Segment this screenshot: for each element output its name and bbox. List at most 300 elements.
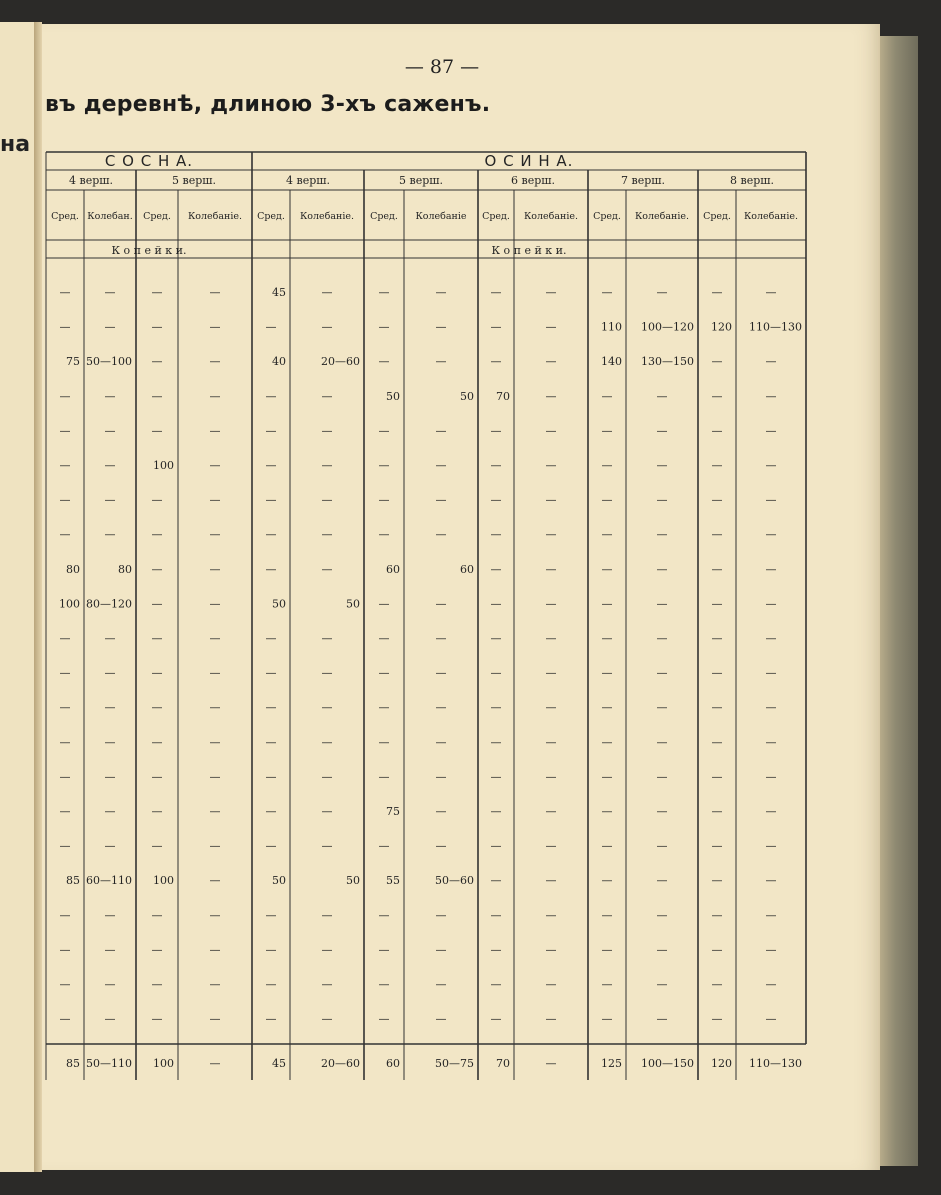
table-cell: —	[104, 943, 116, 957]
table-cell: —	[104, 459, 116, 472]
table-cell: —	[656, 805, 668, 818]
table-cell: 100	[153, 459, 174, 472]
table-cell: —	[265, 805, 277, 818]
table-cell: —	[435, 355, 447, 369]
table-cell: —	[545, 908, 557, 922]
table-cell: —	[151, 562, 163, 576]
table-cell: —	[209, 735, 221, 749]
table-cell: —	[656, 597, 668, 611]
table-cell: —	[209, 562, 221, 576]
table-cell: —	[656, 735, 668, 749]
table-cell: —	[104, 805, 116, 818]
totals-cell: 110—130	[749, 1057, 802, 1070]
table-cell: —	[151, 355, 163, 369]
table-cell: —	[711, 562, 723, 576]
table-cell: —	[321, 978, 333, 991]
table-cell: —	[59, 424, 71, 438]
table-cell: —	[545, 597, 557, 611]
table-cell: —	[435, 978, 447, 991]
table-cell: —	[656, 424, 668, 438]
table-cell: 60	[460, 562, 474, 576]
table-cell: —	[104, 839, 116, 853]
table-cell: —	[209, 1012, 221, 1026]
table-cell: —	[601, 770, 613, 784]
table-cell: 45	[272, 286, 286, 299]
table-cell: —	[59, 286, 71, 299]
table-cell: —	[601, 1012, 613, 1026]
table-cell: —	[378, 908, 390, 922]
table-cell: —	[765, 978, 777, 991]
table-cell: —	[209, 908, 221, 922]
table-cell: —	[765, 943, 777, 957]
table-cell: —	[490, 805, 502, 818]
table-cell: —	[321, 389, 333, 403]
table-cell: —	[151, 528, 163, 542]
table-cell: —	[59, 1012, 71, 1026]
table-cell: —	[209, 286, 221, 299]
table-cell: 75	[386, 805, 400, 818]
table-cell: —	[435, 701, 447, 715]
table-cell: —	[378, 286, 390, 299]
table-cell: —	[321, 562, 333, 576]
table-cell: —	[656, 493, 668, 507]
totals-cell: 125	[601, 1057, 622, 1070]
table-cell: 50—60	[435, 874, 474, 888]
table-cell: —	[209, 528, 221, 542]
table-cell: —	[435, 320, 447, 334]
table-cell: —	[601, 908, 613, 922]
table-cell: —	[711, 805, 723, 818]
table-cell: —	[490, 355, 502, 369]
table-cell: 50	[272, 874, 286, 888]
table-cell: —	[490, 874, 502, 888]
table-cell: —	[545, 874, 557, 888]
table-cell: —	[378, 424, 390, 438]
table-cell: —	[711, 770, 723, 784]
table-cell: —	[59, 805, 71, 818]
totals-cell: 85	[66, 1057, 80, 1070]
table-cell: 75	[66, 355, 80, 369]
table-cell: 55	[386, 874, 400, 888]
table-cell: —	[765, 1012, 777, 1026]
table-cell: —	[601, 632, 613, 645]
table-cell: 50	[272, 597, 286, 611]
table-cell: —	[104, 493, 116, 507]
table-cell: —	[321, 493, 333, 507]
table-cell: —	[601, 874, 613, 888]
table-cell: —	[265, 735, 277, 749]
table-cell: —	[490, 632, 502, 645]
left-page-heading-fragment: на	[0, 132, 31, 157]
table-cell: —	[59, 908, 71, 922]
table-cell: —	[711, 908, 723, 922]
table-cell: —	[765, 286, 777, 299]
table-cell: —	[321, 701, 333, 715]
table-cell: —	[209, 597, 221, 611]
table-cell: —	[711, 1012, 723, 1026]
table-cell: —	[711, 943, 723, 957]
table-cell: —	[209, 355, 221, 369]
column-header: Сред.	[593, 211, 621, 222]
table-cell: —	[265, 459, 277, 472]
table-cell: —	[601, 389, 613, 403]
totals-cell: —	[545, 1057, 557, 1070]
table-cell: —	[321, 805, 333, 818]
table-cell: —	[545, 424, 557, 438]
table-cell: —	[545, 528, 557, 542]
table-cell: —	[435, 597, 447, 611]
table-cell: —	[490, 735, 502, 749]
subgroup-header: 5 верш.	[399, 174, 443, 187]
table-cell: —	[656, 908, 668, 922]
units-label: К о п е й к и.	[111, 244, 187, 257]
table-cell: —	[104, 735, 116, 749]
table-cell: —	[209, 632, 221, 645]
table-cell: —	[104, 770, 116, 784]
table-cell: —	[765, 597, 777, 611]
table-cell: —	[765, 528, 777, 542]
table-cell: —	[435, 805, 447, 818]
table-cell: —	[545, 459, 557, 472]
table-cell: —	[104, 1012, 116, 1026]
table-cell: —	[378, 978, 390, 991]
table-cell: —	[209, 459, 221, 472]
table-cell: —	[378, 355, 390, 369]
totals-cell: 70	[496, 1057, 510, 1070]
table-cell: —	[265, 839, 277, 853]
table-cell: —	[656, 701, 668, 715]
table-cell: —	[59, 735, 71, 749]
table-cell: —	[545, 735, 557, 749]
table-cell: 80	[118, 562, 132, 576]
table-cell: —	[209, 666, 221, 680]
table-cell: —	[59, 320, 71, 334]
table-cell: —	[711, 459, 723, 472]
table-cell: —	[601, 597, 613, 611]
table-cell: —	[656, 459, 668, 472]
table-cell: —	[601, 701, 613, 715]
table-cell: —	[711, 424, 723, 438]
table-cell: —	[601, 528, 613, 542]
table-cell: —	[265, 493, 277, 507]
column-header: Сред.	[703, 211, 731, 222]
table-cell: —	[765, 424, 777, 438]
table-cell: —	[265, 978, 277, 991]
table-cell: —	[765, 839, 777, 853]
table-cell: —	[151, 666, 163, 680]
table-cell: 50	[346, 597, 360, 611]
table-cell: —	[765, 355, 777, 369]
table-cell: —	[656, 978, 668, 991]
table-cell: —	[601, 666, 613, 680]
table-cell: —	[151, 286, 163, 299]
table-cell: —	[209, 320, 221, 334]
table-cell: —	[265, 943, 277, 957]
table-cell: —	[601, 805, 613, 818]
table-cell: —	[321, 320, 333, 334]
table-cell: —	[656, 389, 668, 403]
table-cell: —	[435, 735, 447, 749]
subgroup-header: 6 верш.	[511, 174, 555, 187]
table-cell: —	[59, 666, 71, 680]
table-cell: —	[490, 666, 502, 680]
column-header: Сред.	[370, 211, 398, 222]
table-cell: —	[151, 908, 163, 922]
table-cell: —	[265, 701, 277, 715]
table-cell: —	[765, 874, 777, 888]
table-cell: —	[601, 943, 613, 957]
table-cell: —	[711, 286, 723, 299]
table-cell: —	[378, 597, 390, 611]
table-cell: 40	[272, 355, 286, 369]
table-cell: —	[59, 943, 71, 957]
table-cell: —	[378, 839, 390, 853]
table-cell: —	[601, 978, 613, 991]
table-cell: —	[151, 978, 163, 991]
table-cell: —	[378, 701, 390, 715]
table-cell: —	[321, 1012, 333, 1026]
table-cell: —	[711, 839, 723, 853]
table-cell: —	[656, 632, 668, 645]
table-cell: —	[490, 839, 502, 853]
totals-cell: 45	[272, 1057, 286, 1070]
table-cell: —	[656, 1012, 668, 1026]
table-cell: —	[104, 320, 116, 334]
column-header: Сред.	[482, 211, 510, 222]
table-cell: —	[321, 632, 333, 645]
column-header: Колебаніе.	[743, 211, 799, 222]
table-cell: —	[490, 908, 502, 922]
table-cell: —	[601, 424, 613, 438]
table-cell: —	[378, 459, 390, 472]
table-cell: —	[711, 389, 723, 403]
table-cell: —	[378, 1012, 390, 1026]
table-cell: —	[490, 1012, 502, 1026]
subgroup-header: 7 верш.	[621, 174, 665, 187]
table-cell: —	[265, 770, 277, 784]
table-cell: —	[59, 528, 71, 542]
table-cell: —	[601, 286, 613, 299]
column-header: Колебан.	[87, 211, 133, 222]
table-cell: —	[378, 528, 390, 542]
table-cell: —	[656, 874, 668, 888]
table-cell: —	[435, 908, 447, 922]
column-header: Сред.	[143, 211, 171, 222]
subgroup-header: 5 верш.	[172, 174, 216, 187]
table-cell: —	[601, 562, 613, 576]
totals-cell: 50—110	[86, 1057, 132, 1070]
column-header: Колебаніе.	[523, 211, 579, 222]
table-cell: —	[59, 389, 71, 403]
table-cell: —	[435, 770, 447, 784]
table-cell: —	[321, 735, 333, 749]
table-cell: —	[765, 735, 777, 749]
table-cell: —	[209, 493, 221, 507]
table-cell: —	[490, 562, 502, 576]
table-cell: —	[265, 632, 277, 645]
table-cell: —	[265, 666, 277, 680]
table-cell: —	[435, 943, 447, 957]
table-cell: —	[104, 286, 116, 299]
table-cell: —	[765, 770, 777, 784]
table-cell: —	[711, 701, 723, 715]
table-cell: —	[601, 735, 613, 749]
table-cell: —	[378, 735, 390, 749]
table-cell: 50—100	[86, 355, 132, 369]
table-cell: —	[321, 528, 333, 542]
table-cell: 80—120	[86, 597, 132, 611]
table-cell: —	[265, 908, 277, 922]
table-cell: —	[765, 666, 777, 680]
table-cell: —	[656, 286, 668, 299]
table-cell: —	[151, 735, 163, 749]
table-cell: —	[490, 701, 502, 715]
table-cell: —	[378, 943, 390, 957]
table-cell: —	[656, 943, 668, 957]
table-cell: —	[765, 805, 777, 818]
table-cell: 110—130	[749, 320, 802, 334]
totals-cell: 50—75	[435, 1057, 474, 1070]
group-header-aspen: О С И Н А.	[484, 152, 574, 170]
column-header: Колебаніе.	[187, 211, 243, 222]
table-cell: —	[378, 493, 390, 507]
table-cell: —	[765, 493, 777, 507]
units-label: К о п е й к и.	[491, 244, 567, 257]
table-cell: —	[321, 666, 333, 680]
table-cell: 80	[66, 562, 80, 576]
totals-cell: 120	[711, 1057, 732, 1070]
table-cell: —	[151, 943, 163, 957]
table-cell: —	[545, 562, 557, 576]
table-cell: —	[545, 666, 557, 680]
table-cell: —	[490, 943, 502, 957]
table-cell: 70	[496, 389, 510, 403]
table-cell: —	[151, 1012, 163, 1026]
table-cell: —	[321, 943, 333, 957]
page-number: — 87 —	[404, 56, 480, 78]
table-cell: —	[435, 459, 447, 472]
table-cell: —	[765, 701, 777, 715]
table-cell: 100	[153, 874, 174, 888]
table-cell: —	[490, 493, 502, 507]
table-cell: —	[656, 770, 668, 784]
table-cell: —	[545, 701, 557, 715]
table-cell: —	[656, 839, 668, 853]
table-cell: —	[151, 320, 163, 334]
table-cell: —	[711, 632, 723, 645]
table-cell: —	[151, 597, 163, 611]
table-cell: —	[711, 978, 723, 991]
table-cell: —	[545, 839, 557, 853]
table-cell: —	[490, 528, 502, 542]
table-cell: —	[490, 424, 502, 438]
table-cell: —	[321, 459, 333, 472]
table-cell: —	[378, 320, 390, 334]
table-cell: —	[435, 493, 447, 507]
table-cell: —	[59, 839, 71, 853]
table-cell: 140	[601, 355, 622, 369]
table-cell: —	[765, 562, 777, 576]
table-cell: —	[711, 874, 723, 888]
table-cell: 85	[66, 874, 80, 888]
table-cell: —	[435, 666, 447, 680]
totals-cell: 60	[386, 1057, 400, 1070]
table-cell: —	[545, 632, 557, 645]
table-cell: —	[209, 943, 221, 957]
column-header: Колебаніе	[415, 211, 467, 222]
table-cell: 60	[386, 562, 400, 576]
table-cell: —	[59, 770, 71, 784]
table-cell: —	[435, 1012, 447, 1026]
table-cell: —	[711, 666, 723, 680]
column-header: Колебаніе.	[299, 211, 355, 222]
table-cell: 130—150	[641, 355, 694, 369]
table-cell: —	[545, 286, 557, 299]
table-cell: —	[59, 978, 71, 991]
column-header: Колебаніе.	[634, 211, 690, 222]
table-cell: 50	[460, 389, 474, 403]
table-cell: —	[265, 320, 277, 334]
table-cell: —	[711, 735, 723, 749]
table-cell: —	[378, 770, 390, 784]
table-cell: —	[765, 389, 777, 403]
table-cell: —	[104, 978, 116, 991]
table-cell: —	[490, 459, 502, 472]
table-cell: —	[104, 666, 116, 680]
table-cell: 100	[59, 597, 80, 611]
group-header-pine: С О С Н А.	[104, 152, 194, 170]
table-cell: —	[209, 389, 221, 403]
table-cell: —	[321, 839, 333, 853]
totals-cell: —	[209, 1057, 221, 1070]
table-cell: —	[59, 459, 71, 472]
table-cell: —	[265, 389, 277, 403]
subgroup-header: 8 верш.	[730, 174, 774, 187]
table-cell: 50	[346, 874, 360, 888]
table-cell: —	[490, 320, 502, 334]
totals-cell: 100—150	[641, 1057, 694, 1070]
table-cell: 60—110	[86, 874, 132, 888]
table-cell: —	[265, 424, 277, 438]
table-cell: —	[151, 770, 163, 784]
table-cell: —	[490, 978, 502, 991]
table-cell: —	[209, 978, 221, 991]
table-cell: —	[656, 562, 668, 576]
table-cell: —	[59, 701, 71, 715]
table-cell: —	[601, 493, 613, 507]
table-cell: —	[435, 286, 447, 299]
table-cell: —	[151, 493, 163, 507]
table-cell: —	[209, 770, 221, 784]
page-heading: въ деревнѣ, длиною 3-хъ саженъ.	[45, 92, 491, 117]
table-cell: —	[104, 389, 116, 403]
table-cell: —	[59, 493, 71, 507]
table-cell: 110	[601, 320, 622, 334]
table-cell: —	[59, 632, 71, 645]
table-cell: —	[209, 701, 221, 715]
table-cell: —	[545, 355, 557, 369]
table-cell: —	[265, 562, 277, 576]
totals-cell: 100	[153, 1057, 174, 1070]
table-cell: —	[151, 839, 163, 853]
table-cell: —	[321, 770, 333, 784]
table-cell: —	[711, 528, 723, 542]
table-cell: —	[656, 528, 668, 542]
table-cell: —	[711, 355, 723, 369]
table-cell: —	[151, 424, 163, 438]
subgroup-header: 4 верш.	[69, 174, 113, 187]
table-cell: —	[151, 632, 163, 645]
